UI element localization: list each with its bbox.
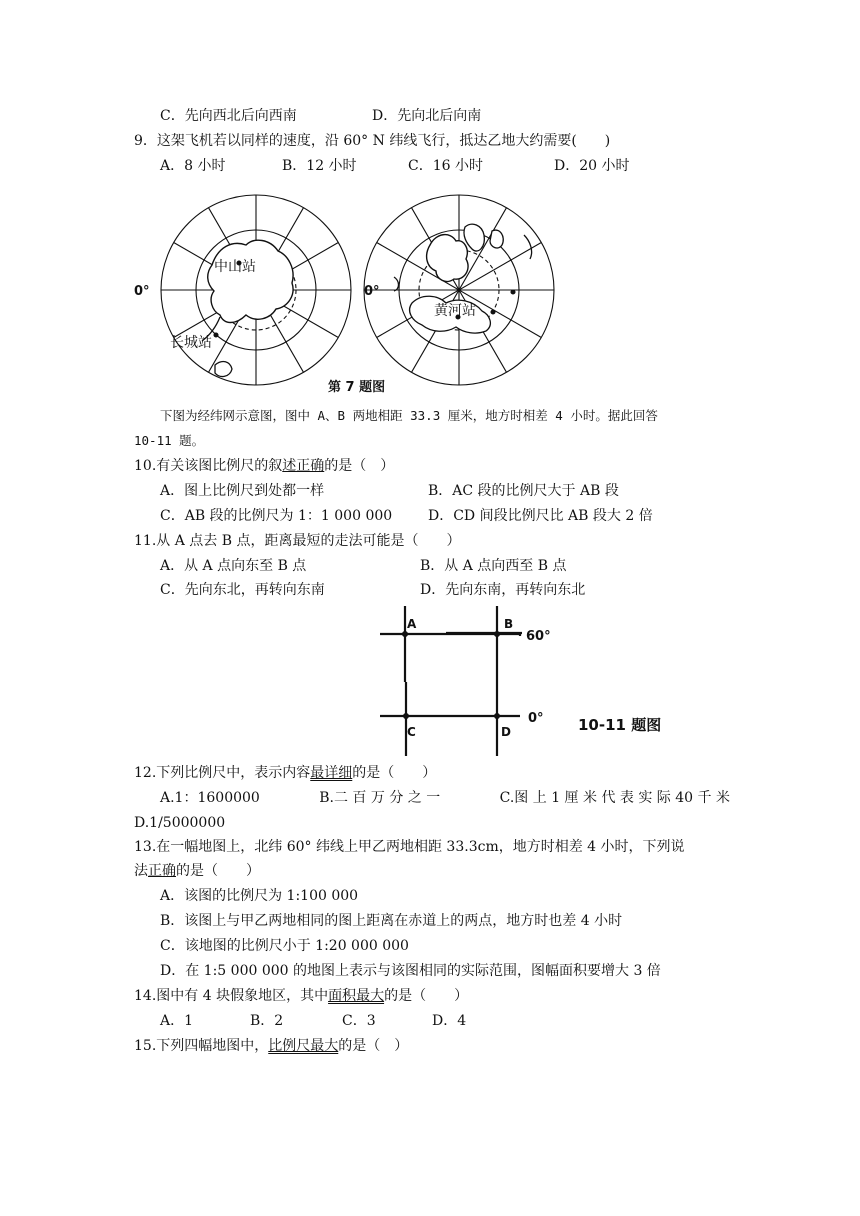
latitude-0-label: 0°: [528, 711, 544, 726]
q13-emphasis: 正确: [148, 863, 176, 879]
q12-options-row: [160, 788, 730, 808]
polar-maps-figure: [120, 185, 560, 400]
q10-option-c: C．AB 段的比例尺为 1：1 000 000: [160, 508, 393, 524]
q11-option-c: C．先向东北，再转向东南: [160, 582, 325, 598]
q12-option-b: B.二 百 万 分 之 一: [319, 790, 441, 806]
zero-label-left: 0°: [134, 284, 150, 299]
huanghe-station-label: 黄河站: [434, 303, 476, 319]
q13-stem-line-2: 法正确的是（ ）: [134, 863, 260, 879]
q13-option-b: B．该图上与甲乙两地相同的图上距离在赤道上的两点，地方时也差 4 小时: [160, 913, 623, 929]
intro-line-1: 下图为经纬网示意图，图中 A、B 两地相距 33.3 厘米，地方时相差 4 小时。据此回答: [160, 408, 658, 423]
q14-option-d: D．4: [432, 1013, 467, 1029]
q12-option-d: D.1/5000000: [134, 815, 226, 831]
q10-stem: 10.有关该图比例尺的叙述正确的是（ ）: [134, 458, 395, 474]
q11-option-b: B．从 A 点向西至 B 点: [420, 558, 567, 574]
q11-stem: 11.从 A 点去 B 点，距离最短的走法可能是（ ）: [134, 533, 461, 549]
north-polar-map: [364, 195, 554, 385]
label-d: D: [501, 725, 511, 739]
q11-option-a: A．从 A 点向东至 B 点: [160, 558, 307, 574]
q15-stem: 15.下列四幅地图中，比例尺最大的是（ ）: [134, 1038, 409, 1054]
point-d-marker: [494, 713, 500, 719]
south-polar-map: [161, 195, 351, 385]
label-a: A: [407, 617, 417, 631]
q14-stem: 14.图中有 4 块假象地区，其中面积最大的是（ ）: [134, 988, 469, 1004]
zero-label-right: 0°: [364, 284, 380, 299]
q9-option-d: D．20 小时: [554, 158, 630, 174]
point-a-marker: [402, 631, 408, 637]
q12-option-c: C.图 上 1 厘 米 代 表 实 际 40 千 米: [499, 790, 730, 806]
q13-option-a: A．该图的比例尺为 1:100 000: [160, 888, 359, 904]
changcheng-station-label: 长城站: [170, 335, 212, 351]
q9-option-c: C．16 小时: [408, 158, 483, 174]
figure7-caption: 第 7 题图: [328, 380, 386, 395]
q14-emphasis: 面积最大: [328, 988, 385, 1004]
q10-emphasis: 述正确: [282, 458, 325, 474]
q10-option-b: B．AC 段的比例尺大于 AB 段: [428, 483, 619, 499]
q12-option-a: A.1：1600000: [160, 790, 260, 806]
q13-option-d: D．在 1:5 000 000 的地图上表示与该图相同的实际范围，图幅面积要增大 3 倍: [160, 963, 661, 979]
q14-option-b: B．2: [250, 1013, 284, 1029]
q13-option-c: C．该地图的比例尺小于 1:20 000 000: [160, 938, 409, 954]
q14-option-c: C．3: [342, 1013, 376, 1029]
label-b: B: [504, 617, 514, 631]
q13-stem-line-1: 13.在一幅地图上，北纬 60° 纬线上甲乙两地相距 33.3cm，地方时相差 4 小时，下列说: [134, 839, 685, 855]
q11-option-d: D．先向东南，再转向东北: [420, 582, 586, 598]
q14-option-a: A．1: [160, 1013, 194, 1029]
q12-emphasis: 最详细: [310, 765, 353, 781]
q9-option-b: B．12 小时: [282, 158, 357, 174]
point-c-marker: [403, 713, 409, 719]
intro-line-2: 10-11 题。: [134, 433, 205, 448]
figure-10-11-caption: 10-11 题图: [578, 716, 662, 734]
q9-stem: 9．这架飞机若以同样的速度，沿 60° N 纬线飞行，抵达乙地大约需要( ): [134, 133, 611, 149]
q10-option-d: D．CD 间段比例尺比 AB 段大 2 倍: [428, 508, 653, 524]
q8-option-c: C．先向西北后向西南: [160, 108, 297, 124]
q9-option-a: A．8 小时: [160, 158, 226, 174]
grid-figure-10-11: [370, 600, 670, 760]
point-b-marker: [494, 631, 500, 637]
q8-option-d: D．先向北后向南: [372, 108, 482, 124]
q15-emphasis: 比例尺最大: [268, 1038, 339, 1054]
q12-stem: 12.下列比例尺中，表示内容最详细的是（ ）: [134, 765, 437, 781]
q10-option-a: A．图上比例尺到处都一样: [160, 483, 325, 499]
label-c: C: [407, 725, 416, 739]
antarctica-outline: [208, 240, 293, 322]
zhongshan-station-label: 中山站: [214, 259, 256, 275]
latitude-60-label: 60°: [526, 629, 551, 644]
